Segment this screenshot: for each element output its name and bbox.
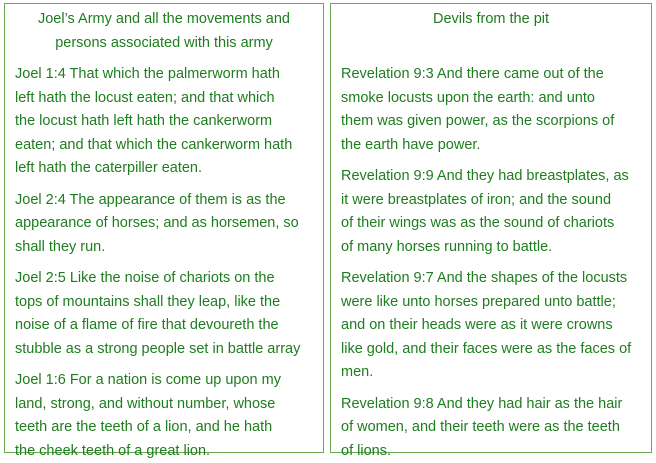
verse-line: stubble as a strong people set in battle array [15,338,315,362]
left-column-title [11,7,317,55]
verse-line: tops of mountains shall they leap, like the [15,291,315,315]
verse-line: Revelation 9:8 And they had hair as the hair [341,393,643,417]
left-title-line-2: persons associated with this army [11,31,317,55]
right-column-title: Devils from the pit [337,7,645,31]
verse-revelation-9-3 [341,63,643,157]
verse-line: Revelation 9:3 And there came out of the [341,63,643,87]
right-column [330,3,652,453]
verse-line: teeth are the teeth of a lion, and he hath [15,416,315,440]
verse-line: like gold, and their faces were as the faces of [341,338,643,362]
verse-line: of lions. [341,440,643,463]
verse-line: Joel 2:4 The appearance of them is as the [15,189,315,213]
verse-line: land, strong, and without number, whose [15,393,315,417]
verse-line: Joel 2:5 Like the noise of chariots on the [15,267,315,291]
verse-line: appearance of horses; and as horsemen, so [15,212,315,236]
verse-line: eaten; and that which the cankerworm hath [15,134,315,158]
verse-line: men. [341,361,643,385]
left-column-body [15,63,315,463]
verse-line: the locust hath left hath the cankerworm [15,110,315,134]
verse-line: left hath the caterpiller eaten. [15,157,315,181]
verse-line: of their wings was as the sound of chariots [341,212,643,236]
verse-joel-1-4 [15,63,315,181]
verse-line: were like unto horses prepared unto battle; [341,291,643,315]
verse-line: it were breastplates of iron; and the sound [341,189,643,213]
verse-line: of women, and their teeth were as the teeth [341,416,643,440]
verse-line: them was given power, as the scorpions of [341,110,643,134]
verse-joel-1-6 [15,369,315,463]
verse-line: Joel 1:4 That which the palmerworm hath [15,63,315,87]
left-title-line-1: Joel’s Army and all the movements and [11,7,317,31]
verse-line: Revelation 9:9 And they had breastplates, as [341,165,643,189]
verse-line: shall they run. [15,236,315,260]
verse-joel-2-5 [15,267,315,361]
verse-revelation-9-7 [341,267,643,385]
verse-line: of many horses running to battle. [341,236,643,260]
verse-line: smoke locusts upon the earth: and unto [341,87,643,111]
verse-line: Joel 1:6 For a nation is come up upon my [15,369,315,393]
right-column-body [341,63,643,463]
left-column [4,3,324,453]
verse-line: Revelation 9:7 And the shapes of the locusts [341,267,643,291]
verse-revelation-9-9 [341,165,643,259]
verse-joel-2-4 [15,189,315,260]
verse-line: noise of a flame of fire that devoureth the [15,314,315,338]
verse-line: and on their heads were as it were crowns [341,314,643,338]
verse-line: left hath the locust eaten; and that which [15,87,315,111]
verse-line: the earth have power. [341,134,643,158]
verse-revelation-9-8 [341,393,643,463]
verse-line: the cheek teeth of a great lion. [15,440,315,463]
